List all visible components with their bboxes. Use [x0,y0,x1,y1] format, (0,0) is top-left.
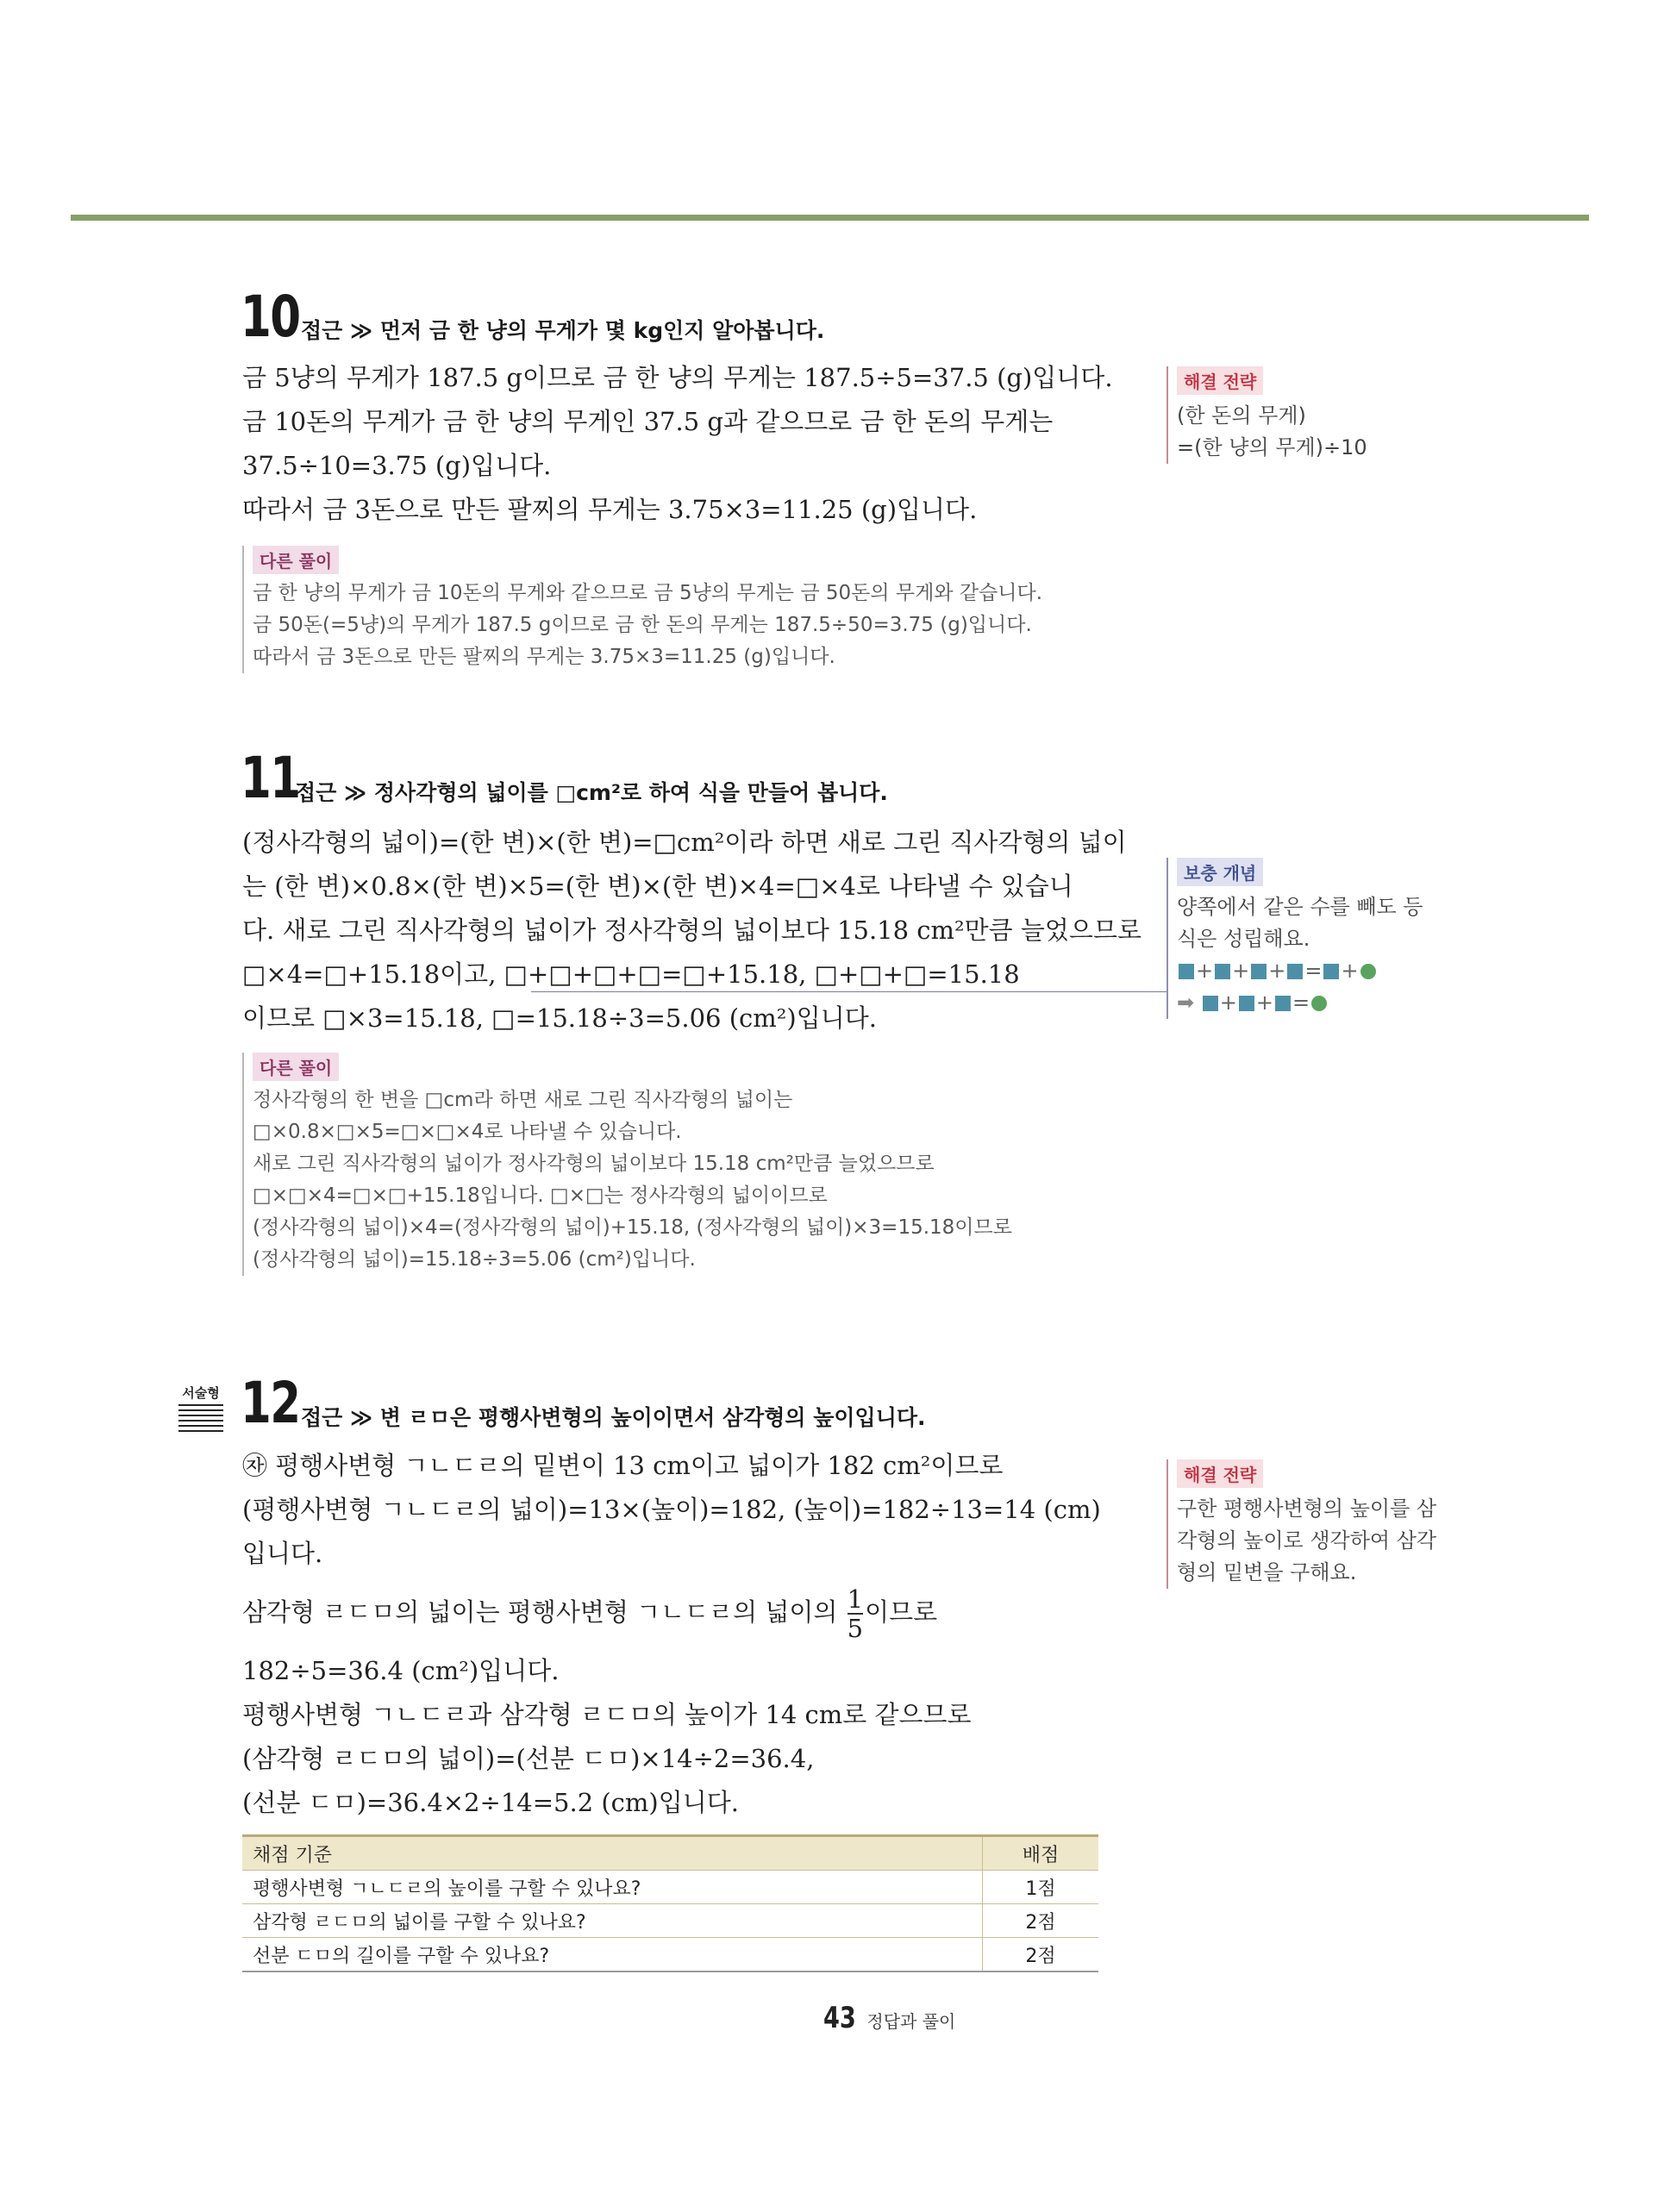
square-symbol-icon [1215,964,1230,979]
circle-symbol-icon [1360,964,1376,979]
concept-diagram-row-1: + + + = + [1177,955,1423,987]
solution-line: 금 5냥의 무게가 187.5 g이므로 금 한 냥의 무게는 187.5÷5=37.5 (g)입니다. [242,363,1113,392]
grading-points-header: 배점 [983,1836,1099,1871]
footer-label: 정답과 풀이 [866,2011,956,2032]
table-row [242,1871,1098,1904]
fraction-numerator: 1 [847,1584,864,1614]
strategy-note-10 [1166,366,1367,464]
grading-points: 1점 [983,1871,1099,1904]
solution-line: 37.5÷10=3.75 (g)입니다. [242,451,552,480]
solution-line: 금 10돈의 무게가 금 한 냥의 무게인 37.5 g과 같으므로 금 한 돈의 무게는 [242,407,1054,436]
square-symbol-icon [1239,996,1254,1011]
solution-line-fraction [242,1576,1113,1649]
problem-number-11: 11 [241,745,300,811]
strategy-line: 형의 밑변을 구해요. [1177,1560,1357,1584]
alt-solution-title: 다른 풀이 [253,546,339,574]
grading-table [242,1834,1098,1972]
alt-line: (정사각형의 넓이)=15.18÷3=5.06 (cm²)입니다. [253,1248,696,1271]
square-symbol-icon [1287,964,1303,979]
page-footer [823,2001,955,2035]
concept-line: 양쪽에서 같은 수를 빼도 등 [1177,895,1423,919]
alt-solution-11 [242,1053,1012,1276]
table-row [242,1904,1098,1938]
strategy-title: 해결 전략 [1177,366,1263,395]
grading-criteria-header: 채점 기준 [242,1836,983,1871]
alt-line: (정사각형의 넓이)×4=(정사각형의 넓이)+15.18, (정사각형의 넓이)×3=15.18이므로 [253,1216,1012,1239]
note-connector-line [531,991,1166,992]
grading-criterion: 선분 ㄷㅁ의 길이를 구할 수 있나요? [242,1938,983,1972]
solution-12 [242,1444,1113,1825]
approach-10: 접근 ≫ 먼저 금 한 냥의 무게가 몇 kg인지 알아봅니다. [301,318,825,343]
solution-line: 입니다. [242,1539,323,1568]
alt-line: 새로 그린 직사각형의 넓이가 정사각형의 넓이보다 15.18 cm²만큼 늘었으므로 [253,1153,935,1175]
square-symbol-icon [1203,996,1218,1011]
alt-line: □×0.8×□×5=□×□×4로 나타낼 수 있습니다. [253,1121,682,1143]
grading-table-header [242,1836,1098,1871]
square-symbol-icon [1179,964,1194,979]
square-symbol-icon [1251,964,1267,979]
solution-line: (정사각형의 넓이)=(한 변)×(한 변)=□cm²이라 하면 새로 그린 직사각형의 넓이 [242,828,1127,857]
solution-line: 182÷5=36.4 (cm²)입니다. [242,1656,560,1685]
grading-criterion: 삼각형 ㄹㄷㅁ의 넓이를 구할 수 있나요? [242,1904,983,1938]
descriptive-badge-label: 서술형 [182,1385,220,1401]
problem-number-10: 10 [241,284,300,350]
circle-symbol-icon [1311,996,1327,1011]
strategy-line: (한 돈의 무게) [1177,403,1306,428]
square-symbol-icon [1275,996,1291,1011]
grading-criterion: 평행사변형 ㄱㄴㄷㄹ의 높이를 구할 수 있나요? [242,1871,983,1904]
alt-line: 금 한 냥의 무게가 금 10돈의 무게와 같으므로 금 5냥의 무게는 금 50돈의 무게와 같습니다. [253,582,1043,604]
alt-line: 정사각형의 한 변을 □cm라 하면 새로 그린 직사각형의 넓이는 [253,1089,793,1111]
solution-line: (선분 ㄷㅁ)=36.4×2÷14=5.2 (cm)입니다. [242,1788,739,1817]
alt-line: 금 50돈(=5냥)의 무게가 187.5 g이므로 금 한 돈의 무게는 187.5÷50=3.75 (g)입니다. [253,614,1032,636]
solution-line: 다. 새로 그린 직사각형의 넓이가 정사각형의 넓이보다 15.18 cm²만큼 늘었으므로 [242,915,1141,945]
solution-line: ㉶ 평행사변형 ㄱㄴㄷㄹ의 밑변이 13 cm이고 넓이가 182 cm²이므로 [242,1451,1004,1480]
alt-solution-10 [242,546,1042,673]
page-number: 43 [823,2001,856,2035]
alt-line: 따라서 금 3돈으로 만든 팔찌의 무게는 3.75×3=11.25 (g)입니다. [253,646,835,668]
concept-line: 식은 성립해요. [1177,927,1310,951]
square-symbol-icon [1323,964,1339,979]
solution-line: 는 (한 변)×0.8×(한 변)×5=(한 변)×(한 변)×4=□×4로 나타낼 수 있습니 [242,872,1073,901]
concept-note-11 [1166,858,1423,1019]
strategy-line: 구한 평행사변형의 높이를 삼 [1177,1497,1437,1521]
strategy-note-12 [1166,1459,1436,1589]
strategy-line: 각형의 높이로 생각하여 삼각 [1177,1528,1437,1553]
solution-line: 따라서 금 3돈으로 만든 팔찌의 무게는 3.75×3=11.25 (g)입니다. [242,495,978,524]
arrow-right-icon: ➡ [1177,990,1195,1015]
problem-number-12: 12 [241,1370,300,1436]
solution-10 [242,356,1113,532]
strategy-title: 해결 전략 [1177,1459,1263,1488]
concept-title: 보충 개념 [1177,858,1263,886]
fraction-one-fifth [848,1585,863,1642]
approach-12: 접근 ≫ 변 ㄹㅁ은 평행사변형의 높이이면서 삼각형의 높이입니다. [301,1405,926,1430]
fraction-denominator: 5 [847,1614,864,1643]
concept-diagram-row-2: ➡ + + = [1177,987,1423,1019]
descriptive-badge [177,1384,225,1432]
alt-solution-title: 다른 풀이 [253,1053,339,1081]
approach-11: 접근 ≫ 정사각형의 넓이를 □cm²로 하여 식을 만들어 봅니다. [295,780,888,805]
solution-11 [242,821,1141,1040]
solution-line: □×4=□+15.18이고, □+□+□+□=□+15.18, □+□+□=15.18 [242,959,1020,989]
lines-icon [178,1404,223,1432]
fraction-tail-text: 이므로 [865,1597,938,1627]
fraction-lead-text: 삼각형 ㄹㄷㅁ의 넓이는 평행사변형 ㄱㄴㄷㄹ의 넓이의 [242,1597,846,1627]
table-row [242,1938,1098,1972]
alt-line: □×□×4=□×□+15.18입니다. □×□는 정사각형의 넓이이므로 [253,1184,828,1207]
solution-line: (평행사변형 ㄱㄴㄷㄹ의 넓이)=13×(높이)=182, (높이)=182÷13=14 (cm) [242,1495,1101,1524]
grading-points: 2점 [983,1938,1099,1972]
grading-points: 2점 [983,1904,1099,1938]
solution-line: 평행사변형 ㄱㄴㄷㄹ과 삼각형 ㄹㄷㅁ의 높이가 14 cm로 같으므로 [242,1700,972,1729]
solution-line: (삼각형 ㄹㄷㅁ의 넓이)=(선분 ㄷㅁ)×14÷2=36.4, [242,1744,815,1773]
strategy-line: =(한 냥의 무게)÷10 [1177,435,1367,459]
top-rule [71,215,1589,221]
solution-line: 이므로 □×3=15.18, □=15.18÷3=5.06 (cm²)입니다. [242,1003,877,1033]
